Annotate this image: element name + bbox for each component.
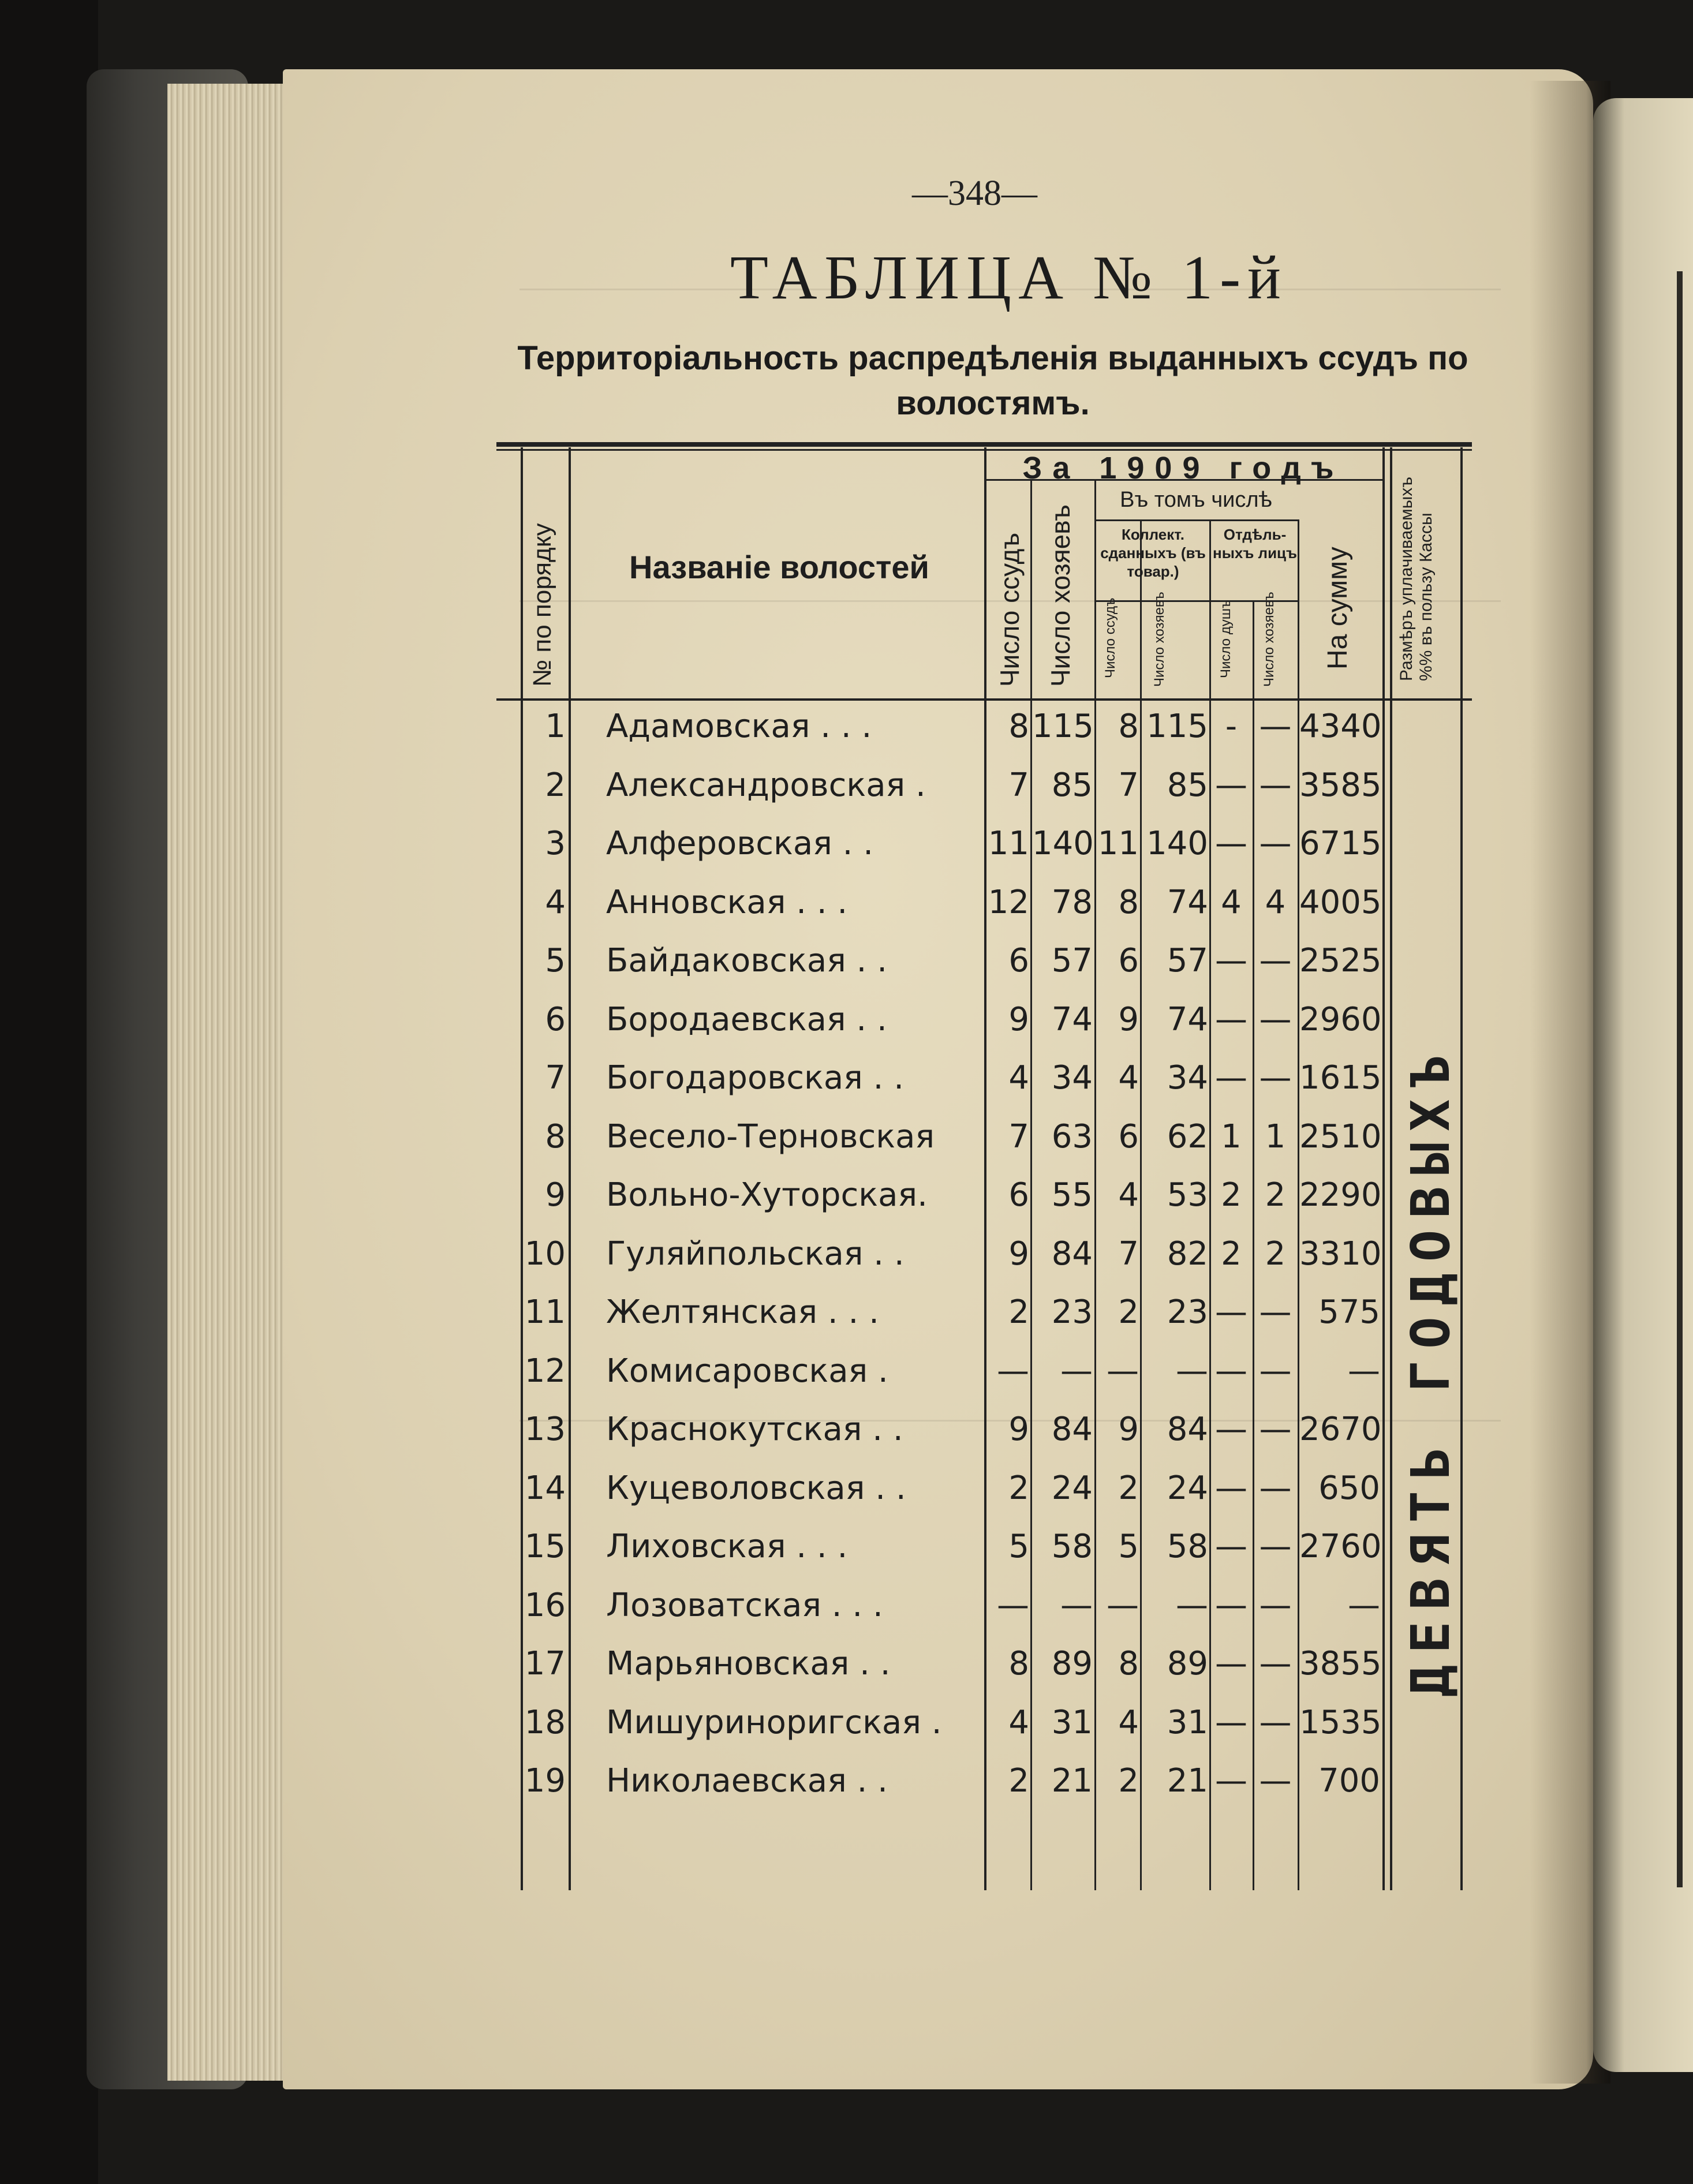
cell-hh: 23 <box>1051 1293 1093 1331</box>
cell-sum: 3310 <box>1299 1235 1382 1273</box>
cell-name: Адамовская . . . <box>606 708 872 745</box>
cell-loans: 11 <box>988 825 1029 862</box>
cell-loans: 4 <box>1008 1059 1029 1097</box>
cell-ih: — <box>1259 1528 1292 1565</box>
cell-hh: — <box>1060 1352 1093 1390</box>
cell-ch: — <box>1176 1352 1208 1390</box>
cell-ch: 62 <box>1167 1117 1208 1155</box>
cell-ch: — <box>1176 1586 1208 1624</box>
cell-is: — <box>1215 1469 1247 1507</box>
cell-ih: 2 <box>1265 1176 1286 1214</box>
cell-is: 2 <box>1221 1176 1242 1214</box>
cell-name: Марьяновская . . <box>606 1645 891 1682</box>
page-stack-edges <box>167 84 294 2081</box>
cell-is: — <box>1215 1352 1247 1390</box>
cell-hh: 55 <box>1051 1176 1093 1214</box>
cell-hh: 21 <box>1051 1762 1093 1800</box>
cell-cl: 7 <box>1118 766 1139 804</box>
cell-n: 10 <box>524 1235 566 1273</box>
header-individual: Отдѣль-ныхъ лицъ <box>1213 526 1297 562</box>
cell-sum: 4005 <box>1299 883 1382 921</box>
cell-cl: 8 <box>1118 883 1139 921</box>
cell-sum: 3855 <box>1299 1645 1382 1682</box>
cell-is: — <box>1215 1059 1247 1097</box>
cell-n: 9 <box>545 1176 566 1214</box>
cell-sum: 2510 <box>1299 1117 1382 1155</box>
cell-is: 4 <box>1221 883 1242 921</box>
cell-n: 15 <box>524 1528 566 1565</box>
cell-sum: 1535 <box>1299 1703 1382 1741</box>
cell-cl: 4 <box>1118 1059 1139 1097</box>
cell-is: — <box>1215 1703 1247 1741</box>
cell-sum: 2525 <box>1299 942 1382 979</box>
cell-name: Богодаровская . . <box>606 1059 905 1097</box>
cell-loans: 6 <box>1008 1176 1029 1214</box>
header-collective-loans: Число ссудъ <box>1102 597 1118 678</box>
cell-n: 4 <box>545 883 566 921</box>
cell-n: 17 <box>524 1645 566 1682</box>
cell-ch: 57 <box>1167 942 1208 979</box>
cell-ch: 24 <box>1167 1469 1208 1507</box>
cell-ch: 34 <box>1167 1059 1208 1097</box>
cell-ih: — <box>1259 1762 1292 1800</box>
cell-ch: 84 <box>1167 1411 1208 1448</box>
cell-loans: 2 <box>1008 1293 1029 1331</box>
header-order: № по порядку <box>528 523 556 687</box>
cell-n: 2 <box>545 766 566 804</box>
header-households: Число хозяевъ <box>1045 504 1075 687</box>
cell-n: 1 <box>545 708 566 745</box>
cell-n: 6 <box>545 1000 566 1038</box>
cell-ih: — <box>1259 1703 1292 1741</box>
cell-sum: 2290 <box>1299 1176 1382 1214</box>
header-collective-households: Число хозяевъ <box>1152 592 1167 687</box>
cell-sum: 650 <box>1318 1469 1380 1507</box>
cell-is: — <box>1215 1645 1247 1682</box>
cell-sum: 2760 <box>1299 1528 1382 1565</box>
cell-ih: — <box>1259 708 1292 745</box>
cell-name: Желтянская . . . <box>606 1293 879 1331</box>
cell-is: - <box>1225 708 1238 745</box>
cell-is: 2 <box>1221 1235 1242 1273</box>
cell-n: 7 <box>545 1059 566 1097</box>
cell-hh: 84 <box>1051 1235 1093 1273</box>
cell-hh: 57 <box>1051 942 1093 979</box>
cell-n: 5 <box>545 942 566 979</box>
vertical-note: ДЕВЯТЬ ГОДОВЫХЪ <box>1400 1044 1462 1697</box>
header-volost: Названіе волостей <box>629 549 929 585</box>
cell-loans: 9 <box>1008 1000 1029 1038</box>
cell-loans: 7 <box>1008 1117 1029 1155</box>
table-title: ТАБЛИЦА № 1-й <box>730 244 1288 312</box>
cell-name: Мишуриноригская . <box>606 1703 942 1741</box>
cell-hh: 89 <box>1051 1645 1093 1682</box>
cell-ih: — <box>1259 1059 1292 1097</box>
cell-ch: 82 <box>1167 1235 1208 1273</box>
cell-cl: 11 <box>1097 825 1139 862</box>
cell-n: 16 <box>524 1586 566 1624</box>
cell-name: Александровская . <box>606 766 926 804</box>
cell-name: Весело-Терновская <box>606 1117 935 1155</box>
cell-is: — <box>1215 1000 1247 1038</box>
cell-sum: — <box>1348 1352 1380 1390</box>
cell-cl: 6 <box>1118 942 1139 979</box>
cell-is: 1 <box>1221 1117 1242 1155</box>
cell-ih: 1 <box>1265 1117 1286 1155</box>
cell-cl: — <box>1107 1352 1139 1390</box>
header-rate: Размѣръ уплачиваемыхъ %% въ пользу Кассы <box>1397 477 1436 681</box>
cell-sum: 2960 <box>1299 1000 1382 1038</box>
cell-name: Лозоватская . . . <box>606 1586 883 1624</box>
cell-hh: 85 <box>1051 766 1093 804</box>
header-sum: На сумму <box>1322 547 1353 670</box>
cell-ih: — <box>1259 1469 1292 1507</box>
cell-ih: 2 <box>1265 1235 1286 1273</box>
cell-name: Бородаевская . . <box>606 1000 887 1038</box>
cell-hh: 24 <box>1051 1469 1093 1507</box>
cell-name: Куцеволовская . . <box>606 1469 906 1507</box>
cell-loans: 8 <box>1008 1645 1029 1682</box>
cell-n: 14 <box>524 1469 566 1507</box>
cell-n: 12 <box>524 1352 566 1390</box>
cell-sum: 2670 <box>1299 1411 1382 1448</box>
cell-is: — <box>1215 1293 1247 1331</box>
cell-ih: 4 <box>1265 883 1286 921</box>
header-year: За 1909 годъ <box>1022 451 1344 485</box>
cell-n: 8 <box>545 1117 566 1155</box>
cell-loans: 6 <box>1008 942 1029 979</box>
page-number: —348— <box>912 174 1037 213</box>
cell-n: 18 <box>524 1703 566 1741</box>
cell-sum: 6715 <box>1299 825 1382 862</box>
cell-cl: 2 <box>1118 1293 1139 1331</box>
cell-hh: 63 <box>1051 1117 1093 1155</box>
cell-hh: 31 <box>1051 1703 1093 1741</box>
cell-is: — <box>1215 1586 1247 1624</box>
cell-sum: 1615 <box>1299 1059 1382 1097</box>
cell-cl: 4 <box>1118 1703 1139 1741</box>
cell-loans: 2 <box>1008 1762 1029 1800</box>
cell-ih: — <box>1259 1645 1292 1682</box>
cell-loans: — <box>997 1352 1029 1390</box>
cell-cl: 5 <box>1118 1528 1139 1565</box>
cell-cl: 2 <box>1118 1762 1139 1800</box>
cell-name: Комисаровская . <box>606 1352 888 1390</box>
cell-name: Алферовская . . <box>606 825 874 862</box>
table-subtitle: Территоріальность распредѣленія выданныхъ ссудъ по волостямъ. <box>517 339 1468 422</box>
cell-hh: 115 <box>1032 708 1094 745</box>
cell-is: — <box>1215 1762 1247 1800</box>
cell-name: Николаевская . . <box>606 1762 888 1800</box>
cell-ch: 31 <box>1167 1703 1208 1741</box>
cell-name: Анновская . . . <box>606 883 848 921</box>
cell-hh: 140 <box>1032 825 1094 862</box>
cell-ch: 23 <box>1167 1293 1208 1331</box>
header-loans: Число ссудъ <box>995 532 1025 687</box>
cell-ch: 89 <box>1167 1645 1208 1682</box>
cell-hh: 58 <box>1051 1528 1093 1565</box>
cell-ch: 21 <box>1167 1762 1208 1800</box>
cell-ih: — <box>1259 1352 1292 1390</box>
cell-cl: 9 <box>1118 1000 1139 1038</box>
cell-ch: 74 <box>1167 1000 1208 1038</box>
cell-loans: 2 <box>1008 1469 1029 1507</box>
cell-cl: 6 <box>1118 1117 1139 1155</box>
cell-hh: 74 <box>1051 1000 1093 1038</box>
cell-is: — <box>1215 825 1247 862</box>
header-collective: Коллект. сданныхъ (въ товар.) <box>1100 526 1206 580</box>
cell-is: — <box>1215 1528 1247 1565</box>
cell-n: 11 <box>524 1293 566 1331</box>
cell-loans: 7 <box>1008 766 1029 804</box>
cell-ih: — <box>1259 766 1292 804</box>
cell-n: 13 <box>524 1411 566 1448</box>
header-individual-households: Число хозяевъ <box>1261 592 1277 687</box>
cell-ih: — <box>1259 1411 1292 1448</box>
cell-cl: 9 <box>1118 1411 1139 1448</box>
cell-sum: 3585 <box>1299 766 1382 804</box>
cell-ch: 85 <box>1167 766 1208 804</box>
cell-loans: 4 <box>1008 1703 1029 1741</box>
cell-cl: 8 <box>1118 1645 1139 1682</box>
cell-name: Вольно-Хуторская. <box>606 1176 928 1214</box>
cell-ch: 74 <box>1167 883 1208 921</box>
cell-name: Гуляйпольская . . <box>606 1235 905 1273</box>
cell-cl: 4 <box>1118 1176 1139 1214</box>
cell-n: 19 <box>524 1762 566 1800</box>
cell-ch: 140 <box>1146 825 1208 862</box>
cell-loans: — <box>997 1586 1029 1624</box>
cell-sum: 575 <box>1318 1293 1380 1331</box>
cell-name: Краснокутская . . <box>606 1411 903 1448</box>
cell-name: Лиховская . . . <box>606 1528 848 1565</box>
cell-is: — <box>1215 766 1247 804</box>
cell-hh: 84 <box>1051 1411 1093 1448</box>
header-including: Въ томъ числѣ <box>1120 488 1272 512</box>
cell-sum: — <box>1348 1586 1380 1624</box>
cell-cl: 7 <box>1118 1235 1139 1273</box>
cell-hh: — <box>1060 1586 1093 1624</box>
cell-loans: 8 <box>1008 708 1029 745</box>
cell-hh: 34 <box>1051 1059 1093 1097</box>
facing-page-shadow <box>1677 271 1683 1887</box>
cell-cl: — <box>1107 1586 1139 1624</box>
header-individual-souls: Число душъ <box>1218 600 1234 678</box>
cell-name: Байдаковская . . <box>606 942 888 979</box>
cell-sum: 700 <box>1318 1762 1380 1800</box>
cell-cl: 2 <box>1118 1469 1139 1507</box>
cell-loans: 5 <box>1008 1528 1029 1565</box>
cell-ch: 53 <box>1167 1176 1208 1214</box>
cell-ih: — <box>1259 825 1292 862</box>
cell-ih: — <box>1259 942 1292 979</box>
cell-ih: — <box>1259 1586 1292 1624</box>
cell-ih: — <box>1259 1293 1292 1331</box>
cell-ih: — <box>1259 1000 1292 1038</box>
cell-loans: 12 <box>988 883 1029 921</box>
cell-ch: 58 <box>1167 1528 1208 1565</box>
cell-sum: 4340 <box>1299 708 1382 745</box>
cell-cl: 8 <box>1118 708 1139 745</box>
cell-is: — <box>1215 1411 1247 1448</box>
background-dark <box>0 0 98 2184</box>
cell-ch: 115 <box>1146 708 1208 745</box>
cell-hh: 78 <box>1051 883 1093 921</box>
cell-is: — <box>1215 942 1247 979</box>
cell-loans: 9 <box>1008 1235 1029 1273</box>
cell-n: 3 <box>545 825 566 862</box>
cell-loans: 9 <box>1008 1411 1029 1448</box>
